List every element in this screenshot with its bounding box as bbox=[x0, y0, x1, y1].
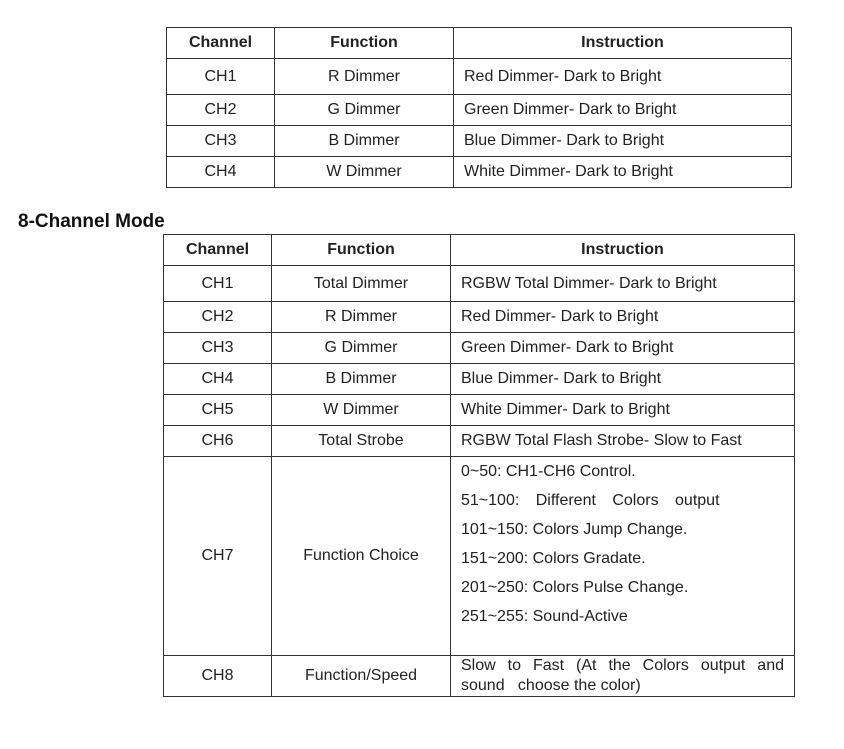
table-row bbox=[167, 157, 792, 188]
function-cell: G Dimmer bbox=[272, 333, 451, 364]
table-row bbox=[164, 457, 795, 656]
function-cell: Total Strobe bbox=[272, 426, 451, 457]
function-cell: R Dimmer bbox=[272, 302, 451, 333]
function-cell: B Dimmer bbox=[272, 364, 451, 395]
instruction-cell: Blue Dimmer- Dark to Bright bbox=[454, 126, 792, 157]
channel-cell: CH2 bbox=[164, 302, 272, 333]
instruction-cell: Red Dimmer- Dark to Bright bbox=[451, 302, 795, 333]
channel-cell: CH8 bbox=[164, 656, 272, 697]
instruction-line: 51~100: Different Colors output bbox=[461, 492, 720, 509]
table-row bbox=[167, 126, 792, 157]
instruction-line: Slow to Fast (At the Colors output and bbox=[461, 657, 784, 674]
table-row bbox=[164, 266, 795, 302]
header-function: Function bbox=[275, 28, 454, 59]
function-cell: B Dimmer bbox=[275, 126, 454, 157]
table-row bbox=[164, 364, 795, 395]
instruction-line: sound choose the color) bbox=[461, 677, 641, 694]
instruction-line: 201~250: Colors Pulse Change. bbox=[461, 579, 689, 596]
function-cell: R Dimmer bbox=[275, 59, 454, 95]
instruction-cell: RGBW Total Flash Strobe- Slow to Fast bbox=[451, 426, 795, 457]
table-row bbox=[164, 302, 795, 333]
table-row bbox=[164, 426, 795, 457]
table-row bbox=[164, 395, 795, 426]
function-cell: Total Dimmer bbox=[272, 266, 451, 302]
table-row bbox=[164, 656, 795, 697]
eight-channel-table bbox=[163, 234, 795, 697]
section-title: 8-Channel Mode bbox=[18, 211, 165, 232]
header-instruction: Instruction bbox=[451, 235, 795, 266]
table-row bbox=[167, 59, 792, 95]
instruction-line: 0~50: CH1-CH6 Control. bbox=[461, 463, 636, 480]
function-cell: G Dimmer bbox=[275, 95, 454, 126]
channel-cell: CH6 bbox=[164, 426, 272, 457]
instruction-cell: White Dimmer- Dark to Bright bbox=[454, 157, 792, 188]
channel-cell: CH5 bbox=[164, 395, 272, 426]
instruction-cell: Green Dimmer- Dark to Bright bbox=[451, 333, 795, 364]
channel-cell: CH4 bbox=[167, 157, 275, 188]
instruction-line: 101~150: Colors Jump Change. bbox=[461, 521, 688, 538]
function-cell: Function/Speed bbox=[272, 656, 451, 697]
channel-cell: CH3 bbox=[164, 333, 272, 364]
header-channel: Channel bbox=[164, 235, 272, 266]
instruction-cell bbox=[451, 656, 795, 697]
instruction-cell: Red Dimmer- Dark to Bright bbox=[454, 59, 792, 95]
instruction-cell bbox=[451, 457, 795, 656]
channel-cell: CH1 bbox=[167, 59, 275, 95]
function-cell: W Dimmer bbox=[275, 157, 454, 188]
instruction-cell: Blue Dimmer- Dark to Bright bbox=[451, 364, 795, 395]
table-header-row bbox=[167, 28, 792, 59]
function-cell: W Dimmer bbox=[272, 395, 451, 426]
instruction-line: 251~255: Sound-Active bbox=[461, 608, 628, 625]
header-function: Function bbox=[272, 235, 451, 266]
header-channel: Channel bbox=[167, 28, 275, 59]
channel-cell: CH3 bbox=[167, 126, 275, 157]
channel-cell: CH2 bbox=[167, 95, 275, 126]
instruction-line: 151~200: Colors Gradate. bbox=[461, 550, 646, 567]
table-row bbox=[167, 95, 792, 126]
four-channel-table bbox=[166, 27, 792, 188]
table-header-row bbox=[164, 235, 795, 266]
channel-cell: CH7 bbox=[164, 457, 272, 656]
instruction-cell: Green Dimmer- Dark to Bright bbox=[454, 95, 792, 126]
header-instruction: Instruction bbox=[454, 28, 792, 59]
channel-cell: CH1 bbox=[164, 266, 272, 302]
instruction-cell: White Dimmer- Dark to Bright bbox=[451, 395, 795, 426]
table-row bbox=[164, 333, 795, 364]
instruction-cell: RGBW Total Dimmer- Dark to Bright bbox=[451, 266, 795, 302]
channel-cell: CH4 bbox=[164, 364, 272, 395]
function-cell: Function Choice bbox=[272, 457, 451, 656]
